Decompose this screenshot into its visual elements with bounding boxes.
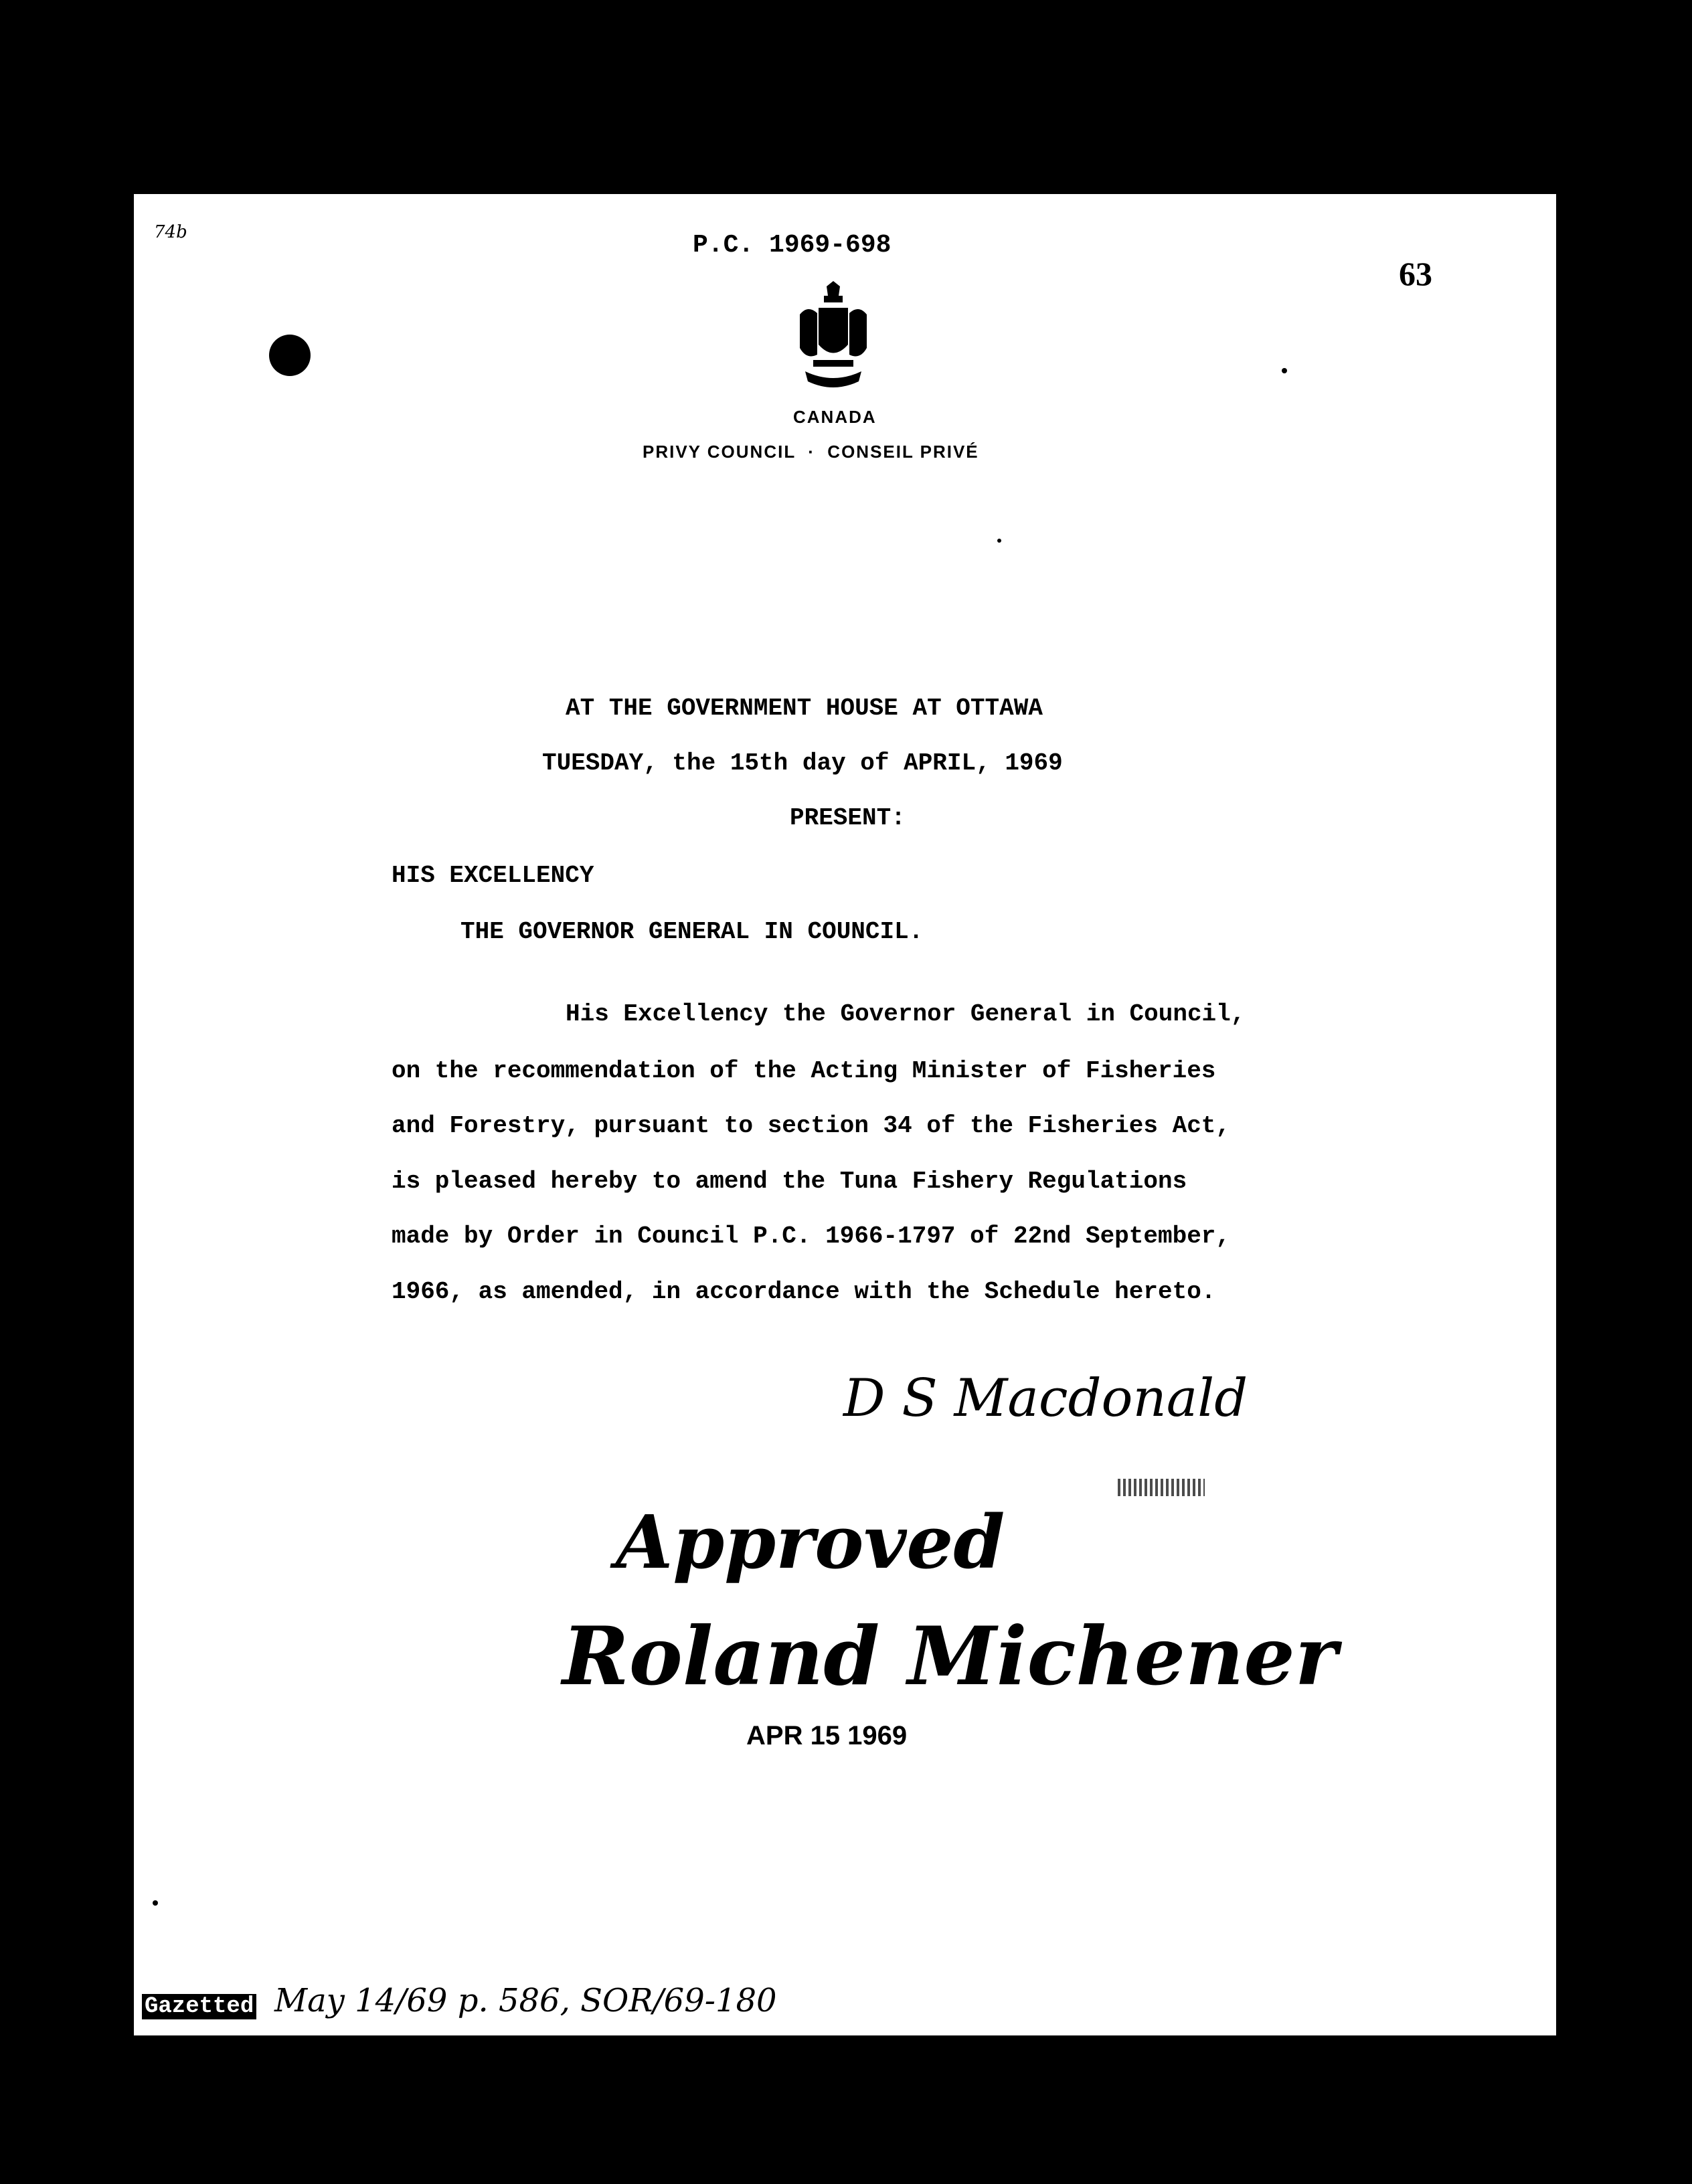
page-number: 63: [1399, 255, 1432, 292]
date-heading: TUESDAY, the 15th day of APRIL, 1969: [542, 749, 1063, 777]
ink-speck: [153, 1900, 158, 1906]
punch-hole: [269, 335, 311, 376]
addressee-line: HIS EXCELLENCY: [392, 862, 594, 889]
body-line: on the recommendation of the Acting Minister of Fisheries: [392, 1057, 1216, 1085]
gazetted-label: Gazetted: [142, 1994, 256, 2019]
ink-speck: [1282, 368, 1287, 373]
faint-stamp: [1118, 1479, 1205, 1496]
approved-handwriting: Approved: [616, 1499, 1005, 1585]
body-line: 1966, as amended, in accordance with the Schedule hereto.: [392, 1278, 1216, 1305]
place-heading: AT THE GOVERNMENT HOUSE AT OTTAWA: [566, 695, 1043, 722]
governor-general-signature: Roland Michener: [562, 1609, 1337, 1704]
document-page: [104, 194, 1556, 2035]
body-line: His Excellency the Governor General in Council,: [566, 1000, 1246, 1028]
side-margin-note: S Fish. (c) 18-4-69: [104, 1512, 135, 1762]
coat-of-arms-icon: [793, 281, 873, 398]
body-line: is pleased hereby to amend the Tuna Fishery Regulations: [392, 1168, 1187, 1195]
present-heading: PRESENT:: [790, 804, 906, 832]
order-number: P.C. 1969-698: [693, 231, 892, 260]
country-label: CANADA: [793, 407, 877, 427]
approval-date-stamp: APR 15 1969: [746, 1721, 908, 1750]
ink-speck: [997, 539, 1001, 543]
gazetted-note: May 14/69 p. 586, SOR/69-180: [274, 1982, 777, 2019]
minister-signature: D S Macdonald: [843, 1368, 1248, 1429]
corner-handwritten-note: 74b: [154, 222, 187, 242]
body-line: made by Order in Council P.C. 1966-1797 of 22nd September,: [392, 1222, 1231, 1250]
addressee-line: THE GOVERNOR GENERAL IN COUNCIL.: [460, 918, 924, 945]
privy-council-label: PRIVY COUNCIL · CONSEIL PRIVÉ: [643, 442, 979, 462]
body-line: and Forestry, pursuant to section 34 of the Fisheries Act,: [392, 1112, 1231, 1140]
